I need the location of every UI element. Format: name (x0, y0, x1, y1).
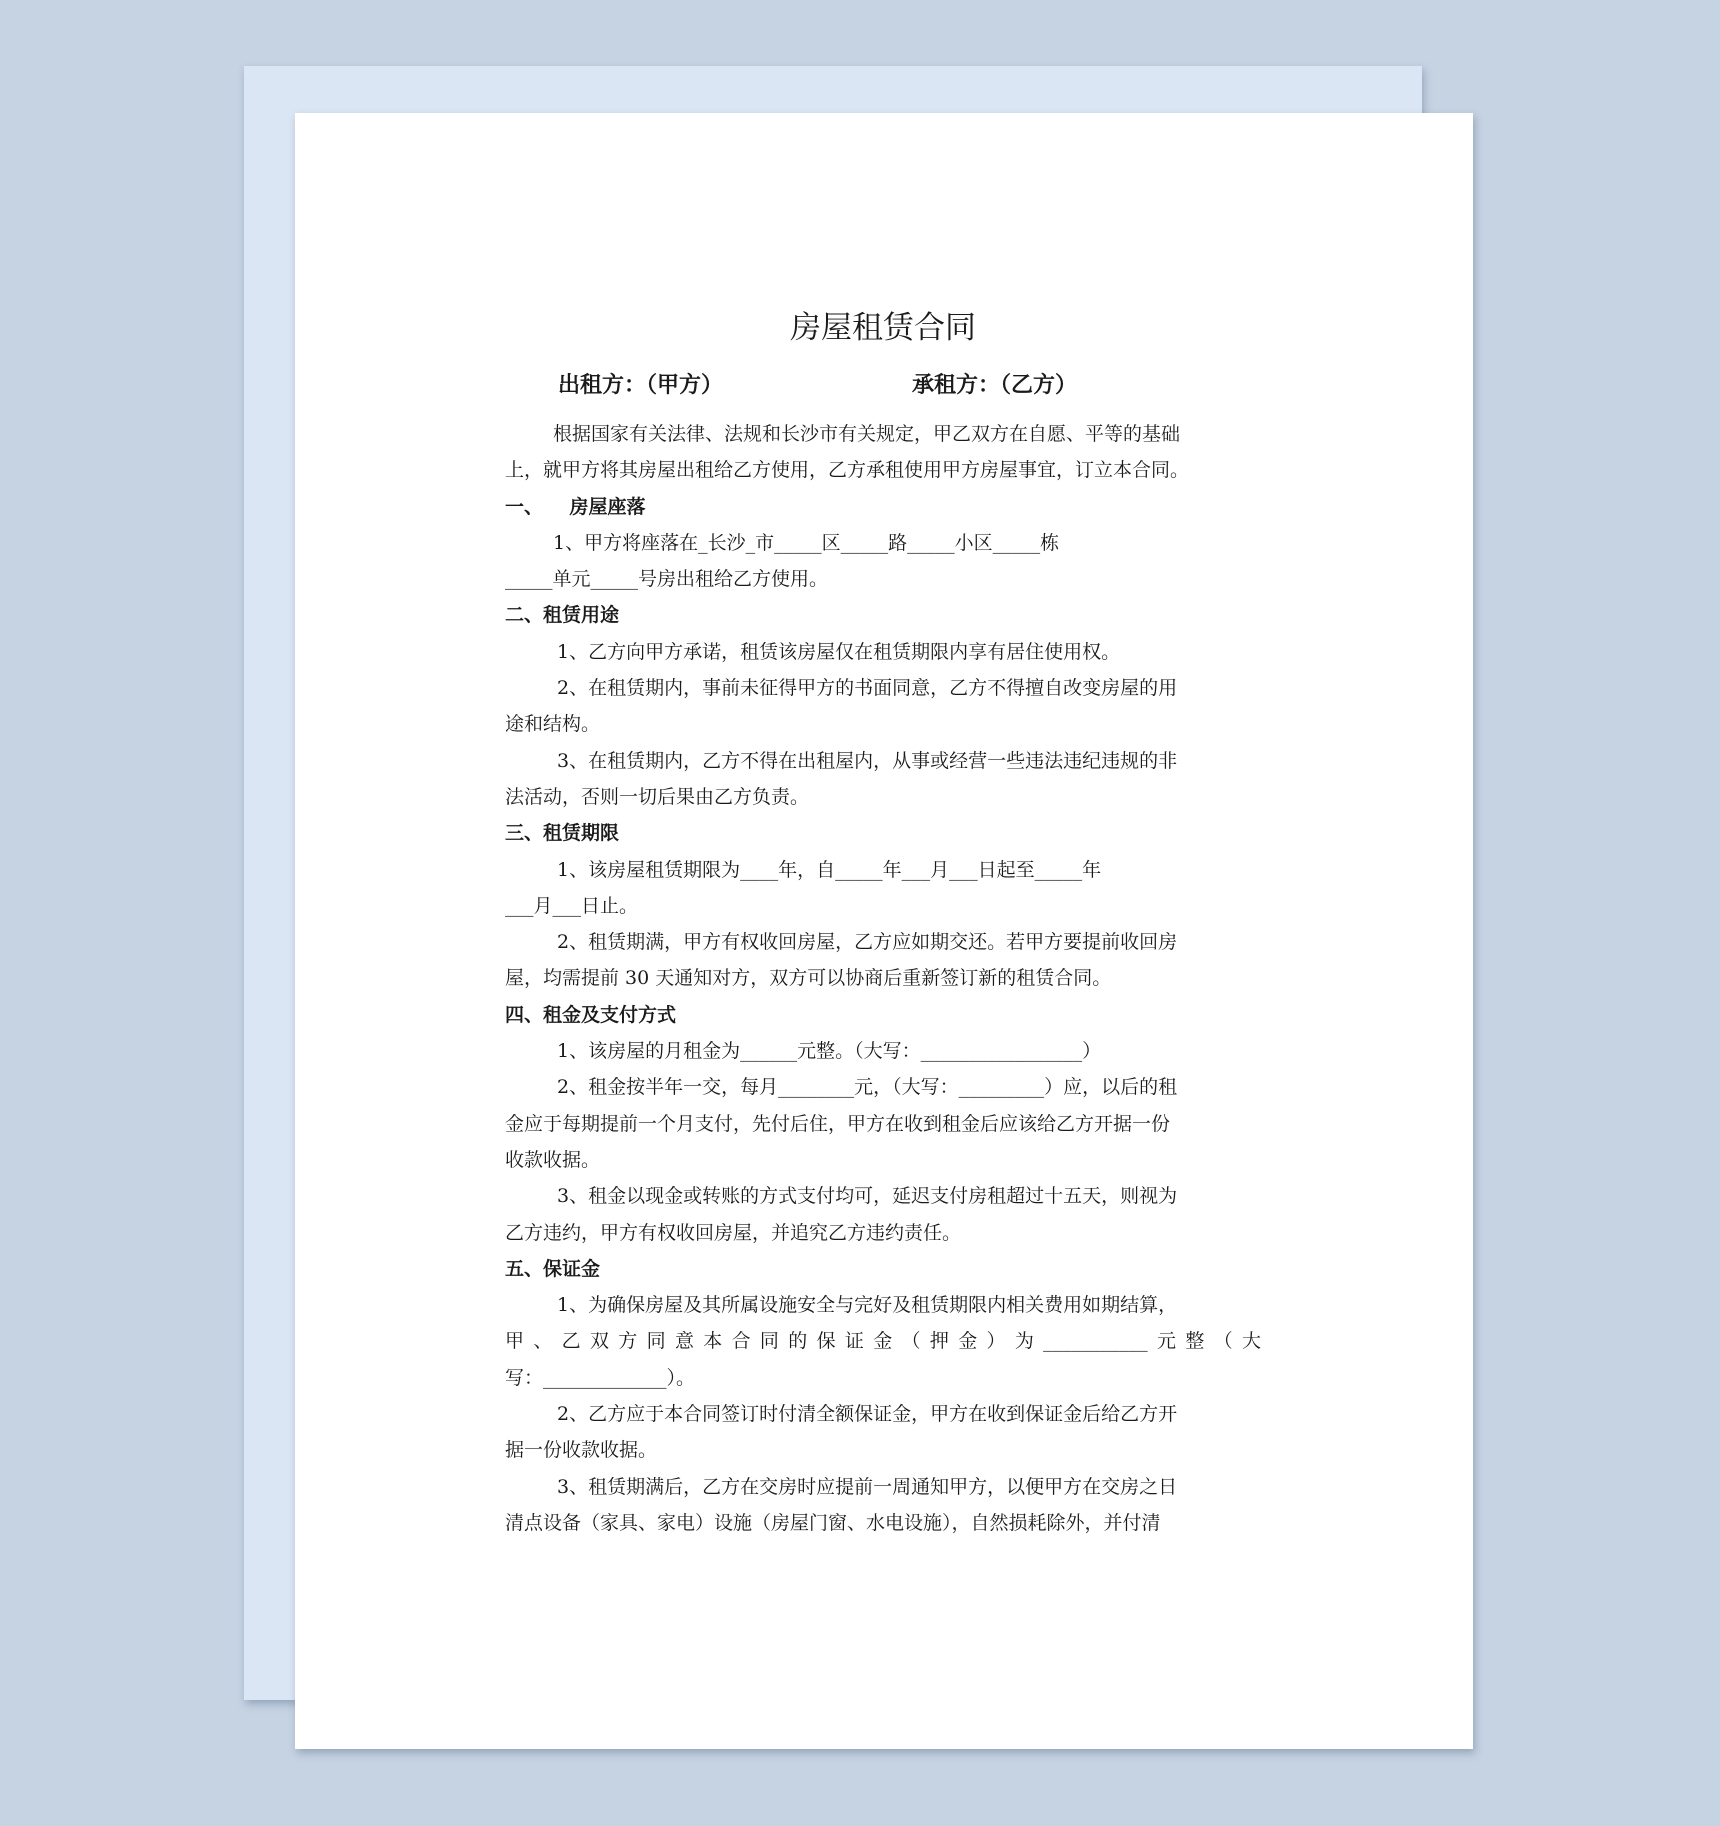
contract-content (505, 300, 1261, 1541)
paragraph-line: 上，就甲方将其房屋出租给乙方使用，乙方承租使用甲方房屋事宜，订立本合同。 (505, 459, 1190, 482)
paragraph-line: 1、甲方将座落在_长沙_市_____区_____路_____小区_____栋 (553, 531, 1060, 554)
paragraph-line: 写：_____________）。 (505, 1366, 696, 1389)
section-heading: 三、租赁期限 (505, 822, 620, 845)
paragraph-line: 收款收据。 (505, 1148, 601, 1171)
parties-row (505, 362, 1261, 406)
paragraph-line: 3、租金以现金或转账的方式支付均可，延迟支付房租超过十五天，则视为 (557, 1185, 1178, 1208)
paragraph-line: 1、乙方向甲方承诺，租赁该房屋仅在租赁期限内享有居住使用权。 (557, 640, 1121, 663)
paragraph-line: 途和结构。 (505, 713, 601, 736)
section-heading: 一、 房屋座落 (505, 495, 646, 518)
paragraph-line: ___月___日止。 (505, 894, 639, 917)
party-a-label: 出租方：（甲方） (558, 372, 724, 398)
paragraph-line: 屋，均需提前 30 天通知对方，双方可以协商后重新签订新的租赁合同。 (505, 967, 1112, 990)
paragraph-line: 3、在租赁期内，乙方不得在出租屋内，从事或经营一些违法违纪违规的非 (557, 749, 1178, 772)
paragraph-line: 3、租赁期满后，乙方在交房时应提前一周通知甲方，以便甲方在交房之日 (557, 1475, 1178, 1498)
paragraph-line: 2、租金按半年一交，每月________元，（大写：_________）应，以后的租 (557, 1076, 1178, 1099)
paragraph-line: 金应于每期提前一个月支付，先付后住，甲方在收到租金后应该给乙方开据一份 (505, 1112, 1171, 1135)
document-title: 房屋租赁合同 (790, 310, 976, 346)
section-heading: 二、租赁用途 (505, 604, 620, 627)
paragraph-line: 1、该房屋的月租金为______元整。（大写：_________________） (557, 1040, 1102, 1063)
paragraph-line: 法活动，否则一切后果由乙方负责。 (505, 785, 810, 808)
paragraph-line: _____单元_____号房出租给乙方使用。 (505, 568, 829, 591)
section-heading: 四、租金及支付方式 (505, 1003, 677, 1026)
paragraph-line: 1、为确保房屋及其所属设施安全与完好及租赁期限内相关费用如期结算， (557, 1294, 1178, 1317)
paragraph-line: 1、该房屋租赁期限为____年，自_____年___月___日起至_____年 (557, 858, 1102, 881)
paragraph-line: 根据国家有关法律、法规和长沙市有关规定，甲乙双方在自愿、平等的基础 (553, 423, 1181, 445)
section-heading: 五、保证金 (505, 1257, 601, 1280)
paragraph-line: 乙方违约，甲方有权收回房屋，并追究乙方违约责任。 (505, 1221, 962, 1244)
paragraph-line: 清点设备（家具、家电）设施（房屋门窗、水电设施），自然损耗除外，并付清 (505, 1511, 1161, 1534)
paragraph-line: 2、租赁期满，甲方有权收回房屋，乙方应如期交还。若甲方要提前收回房 (557, 931, 1178, 954)
paragraph-line: 甲、乙双方同意本合同的保证金（押金）为___________元整（大 (505, 1330, 1261, 1353)
party-b-label: 承租方：（乙方） (912, 372, 1078, 398)
paragraph-line: 2、在租赁期内，事前未征得甲方的书面同意，乙方不得擅自改变房屋的用 (557, 677, 1178, 700)
paragraph-line: 据一份收款收据。 (505, 1439, 658, 1462)
paragraph-line: 2、乙方应于本合同签订时付清全额保证金，甲方在收到保证金后给乙方开 (557, 1403, 1178, 1426)
